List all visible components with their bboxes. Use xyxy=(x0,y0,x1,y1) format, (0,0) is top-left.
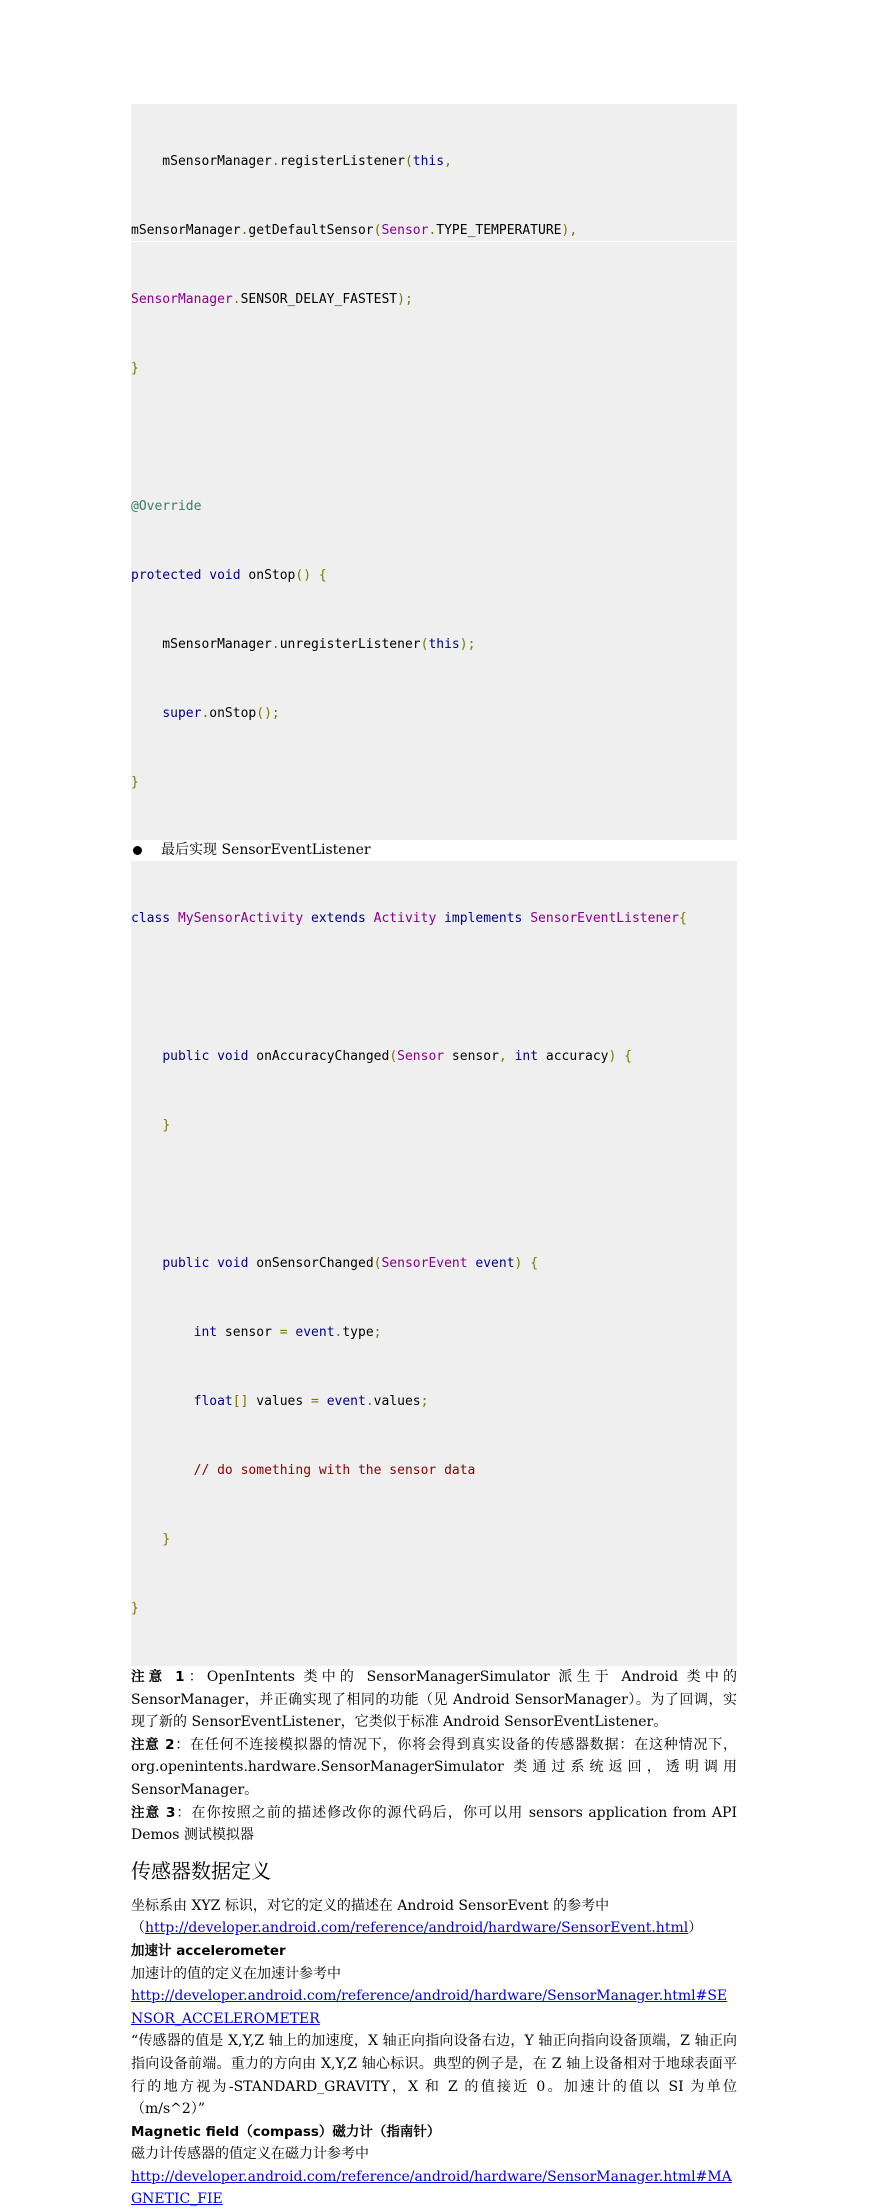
intro-paren-open: （ xyxy=(131,1920,145,1937)
code-line xyxy=(131,1183,737,1206)
intro-paragraph xyxy=(131,1895,737,1940)
code-line: public void onSensorChanged(SensorEvent event) { xyxy=(162,1256,539,1271)
code-line: mSensorManager.getDefaultSensor(Sensor.TYPE_TEMPERATURE), xyxy=(131,219,737,242)
code-line xyxy=(131,976,737,999)
code-line: mSensorManager.registerListener(this, xyxy=(131,154,452,169)
code-line: public void onAccuracyChanged(Sensor sensor, int accuracy) { xyxy=(162,1049,632,1064)
note-3-text: ：在你按照之前的描述修改你的源代码后，你可以用 sensors application from API Demos 测试模拟器 xyxy=(131,1804,737,1844)
section-heading: 传感器数据定义 xyxy=(131,1858,271,1883)
note-2-text: ：在任何不连接模拟器的情况下，你将会得到真实设备的传感器数据：在这种情况下，org.openintents.hardware.SensorManagerSimulator 类通过系统返回，透明调用 SensorManager。 xyxy=(131,1736,738,1798)
magnetic-heading: Magnetic field（compass）磁力计（指南针） xyxy=(131,2123,441,2140)
code-line: SensorManager.SENSOR_DELAY_FASTEST); xyxy=(131,292,413,307)
accelerometer-text: 加速计的值的定义在加速计参考中 xyxy=(131,1965,341,1982)
note-1-text: ：OpenIntents 类中的 SensorManagerSimulator 派生于 Android 类中的 SensorManager，并正确实现了相同的功能（见 Android SensorManager）。为了回调，实现了新的 SensorEventListener，它类似于标准 Android SensorEventListener。 xyxy=(131,1669,738,1731)
accelerometer-heading: 加速计 accelerometer xyxy=(131,1942,286,1959)
code-line: class MySensorActivity extends Activity implements SensorEventListener{ xyxy=(131,911,687,926)
bullet-item xyxy=(131,840,737,861)
magnetic-heading-row xyxy=(131,2121,737,2144)
note-2 xyxy=(131,1734,737,1802)
page-content xyxy=(131,104,737,2211)
magnetic-text: 磁力计传感器的值定义在磁力计参考中 xyxy=(131,2146,369,2163)
bullet-dot-icon xyxy=(133,846,142,855)
note-1 xyxy=(131,1666,737,1734)
note-3-label: 注意 3 xyxy=(131,1804,176,1821)
magnetic-link[interactable]: http://developer.android.com/reference/android/hardware/SensorManager.html#MAGNETIC_FIE xyxy=(131,2168,732,2208)
code-line: } xyxy=(131,1601,139,1616)
code-line: // do something with the sensor data xyxy=(193,1463,476,1478)
magnetic-link-row xyxy=(131,2166,737,2211)
code-line: super.onStop(); xyxy=(162,706,280,721)
code-line: } xyxy=(131,361,139,376)
code-line: } xyxy=(162,1532,171,1547)
bullet-text: 最后实现 SensorEventListener xyxy=(161,842,371,858)
code-line xyxy=(131,426,737,449)
note-1-label: 注意 1 xyxy=(131,1669,185,1685)
code-line: mSensorManager.unregisterListener(this); xyxy=(131,637,476,652)
code-line: @Override xyxy=(131,499,202,514)
intro-text: 坐标系由 XYZ 标识，对它的定义的描述在 Android SensorEvent 的参考中 xyxy=(131,1897,610,1914)
accelerometer-quote: “传感器的值是 X,Y,Z 轴上的加速度，X 轴正向指向设备右边，Y 轴正向指向设备顶端，Z 轴正向指向设备前端。重力的方向由 X,Y,Z 轴心标识。典型的例子是，在 Z 轴上设备相对于地球表面平行的地方视为-STANDARD_GRAVITY，X 和 Z 的值接近 0。加速计的值以 SI 为单位（m/s^2）” xyxy=(131,2033,737,2118)
accelerometer-link[interactable]: http://developer.android.com/reference/android/hardware/SensorManager.html#SENSOR_ACCELEROMETER xyxy=(131,1988,728,2027)
code-block-sensor-activity xyxy=(131,861,737,1666)
intro-paren-close: ） xyxy=(688,1920,703,1937)
note-2-label: 注意 2 xyxy=(131,1736,175,1753)
sensor-event-link[interactable]: http://developer.android.com/reference/android/hardware/SensorEvent.html xyxy=(145,1920,689,1937)
code-block-register-listener xyxy=(131,104,737,840)
accelerometer-heading-row xyxy=(131,1940,737,1963)
code-line: } xyxy=(131,775,139,790)
code-line: int sensor = event.type; xyxy=(193,1325,382,1340)
code-line: protected void onStop() { xyxy=(131,568,327,583)
note-3 xyxy=(131,1802,737,1847)
code-line: float[] values = event.values; xyxy=(193,1394,429,1409)
accelerometer-link-row xyxy=(131,1985,737,2030)
code-line: } xyxy=(162,1118,171,1133)
